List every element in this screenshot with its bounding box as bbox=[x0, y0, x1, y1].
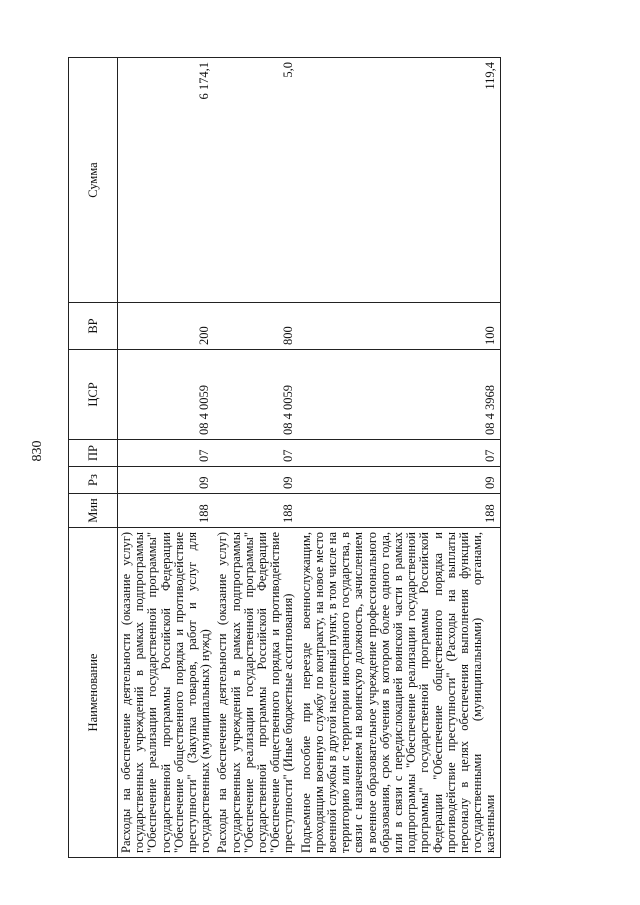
row-sum: 5,0 bbox=[214, 58, 297, 303]
header-pr: ПР bbox=[69, 440, 118, 467]
header-vr: ВР bbox=[69, 303, 118, 350]
row-min: 188 bbox=[118, 494, 215, 528]
row-vr: 100 bbox=[298, 303, 501, 350]
row-name: Подъемное пособие при переезде военнослужащим, проходящим военную службу по контракту, на новое место военной службы в другой населенный пункт, в том числе на территорию или с территории иностранного государства, в связи с назначением на воинскую должность, зачислением в военное образовательное учреждение профессионального образования, срок обучения в котором более одного года, или в связи с передислокацией воинской части в рамках подпрограммы "Обеспечение реализации государственной программы" государственной программы Российской Федерации "Обеспечение общественного порядка и противодействие преступности" (Расходы на выплаты персоналу в целях обеспечения выполнения функций государственными (муниципальными) органами, казенными bbox=[298, 528, 501, 858]
header-row bbox=[69, 58, 118, 858]
page-number: 830 bbox=[30, 440, 45, 462]
row-pr: 07 bbox=[214, 440, 297, 467]
row-name: Расходы на обеспечение деятельности (оказание услуг) государственных учреждений в рамках подпрограммы "Обеспечение реализации государственной программы" государственной программы Российской Федерации "Обеспечение общественного порядка и противодействие преступности" (Закупка товаров, работ и услуг для государственных (муниципальных) нужд) bbox=[118, 528, 215, 858]
budget-table bbox=[68, 57, 501, 858]
header-rz: Рз bbox=[69, 467, 118, 494]
row-pr: 07 bbox=[118, 440, 215, 467]
row-vr: 200 bbox=[118, 303, 215, 350]
row-rz: 09 bbox=[214, 467, 297, 494]
row-vr: 800 bbox=[214, 303, 297, 350]
row-pr: 07 bbox=[298, 440, 501, 467]
header-name: Наименование bbox=[69, 528, 118, 858]
row-sum: 6 174,1 bbox=[118, 58, 215, 303]
header-min: Мин bbox=[69, 494, 118, 528]
row-csr: 08 4 3968 bbox=[298, 350, 501, 440]
header-csr: ЦСР bbox=[69, 350, 118, 440]
header-sum: Сумма bbox=[69, 58, 118, 303]
table-row bbox=[214, 58, 297, 858]
row-rz: 09 bbox=[118, 467, 215, 494]
row-name: Расходы на обеспечение деятельности (оказание услуг) государственных учреждений в рамках подпрограммы "Обеспечение реализации государственной программы" государственной программы Российской Федерации "Обеспечение общественного порядка и противодействие преступности" (Иные бюджетные ассигнования) bbox=[214, 528, 297, 858]
table-row bbox=[298, 58, 501, 858]
table-header bbox=[69, 58, 118, 858]
row-csr: 08 4 0059 bbox=[214, 350, 297, 440]
row-csr: 08 4 0059 bbox=[118, 350, 215, 440]
row-min: 188 bbox=[214, 494, 297, 528]
row-sum: 119,4 bbox=[298, 58, 501, 303]
row-rz: 09 bbox=[298, 467, 501, 494]
row-min: 188 bbox=[298, 494, 501, 528]
table-row bbox=[118, 58, 215, 858]
table-body bbox=[118, 58, 501, 858]
rotated-page-content bbox=[68, 58, 593, 858]
